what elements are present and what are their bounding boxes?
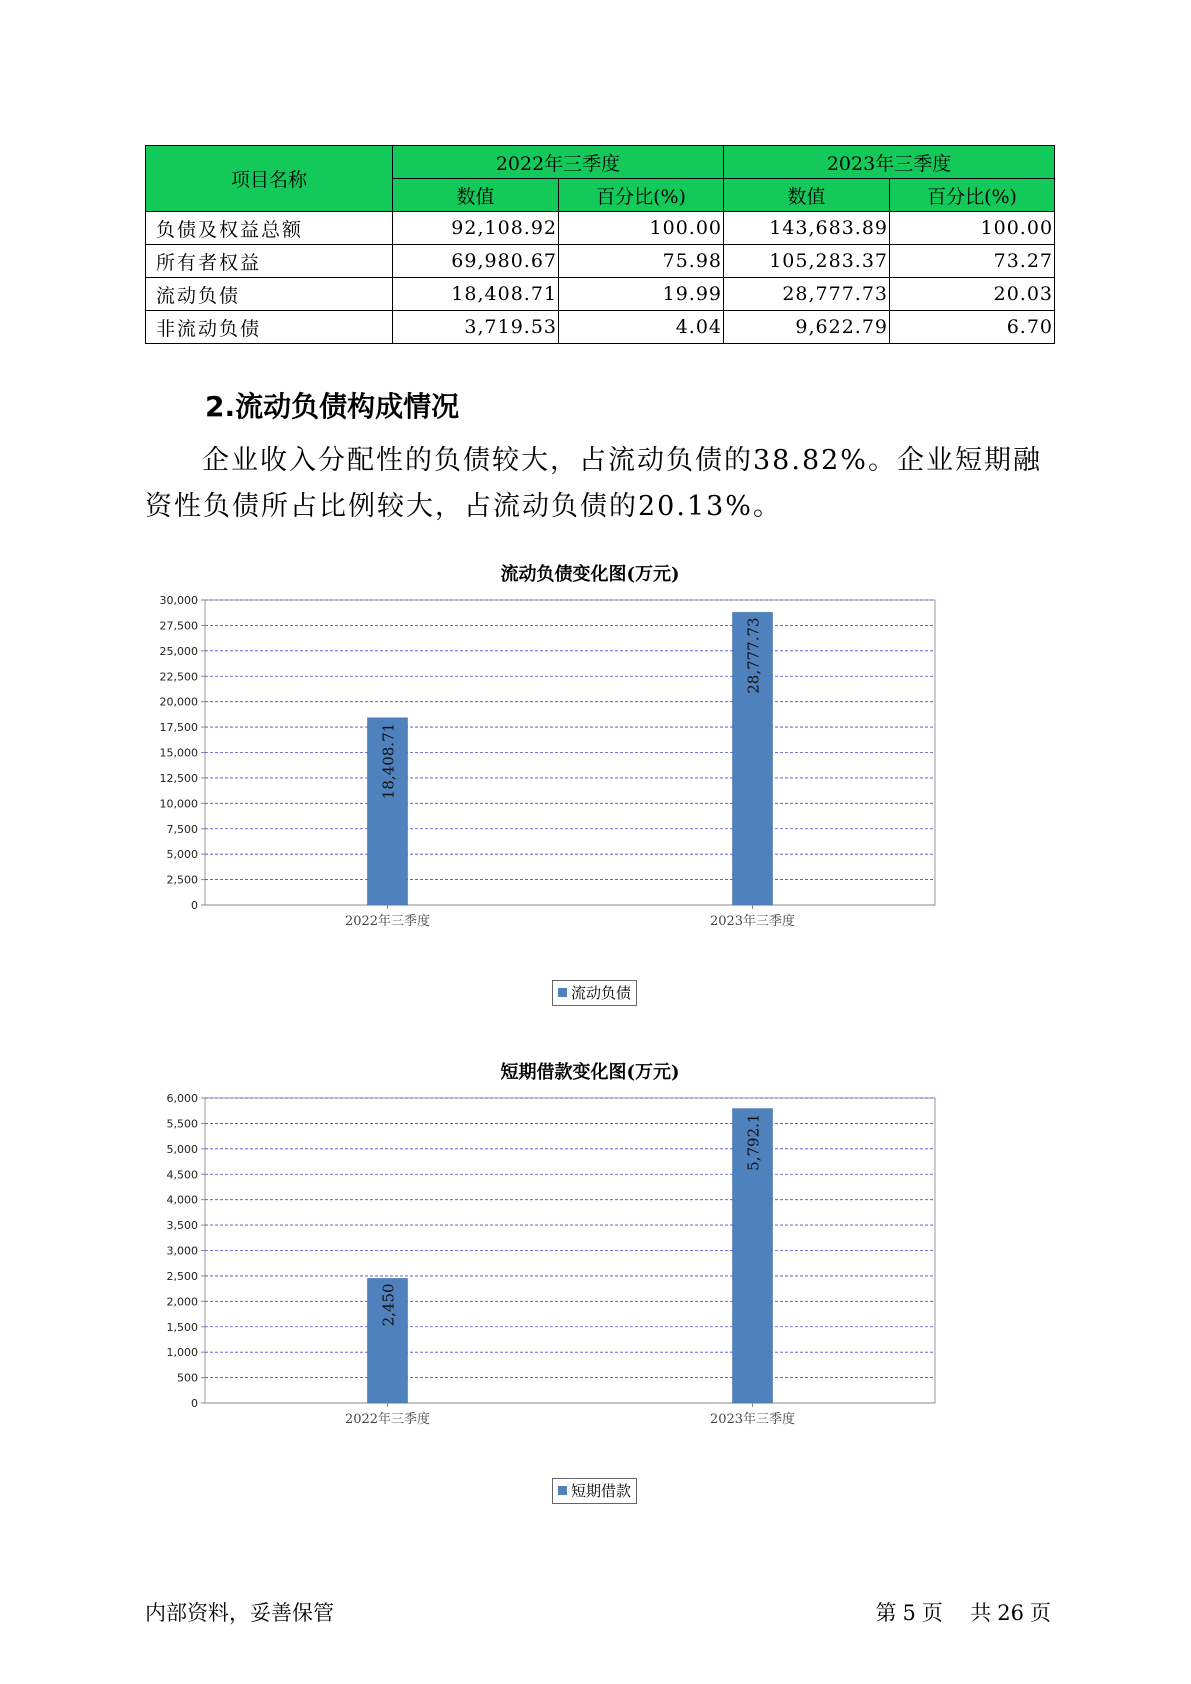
table-row (146, 245, 1055, 278)
value-2022: 18,408.71 (393, 278, 559, 311)
total-pages: 26 (997, 1601, 1024, 1625)
y-tick-label: 0 (191, 899, 198, 912)
current-liabilities-chart (150, 560, 1030, 1010)
y-tick-label: 2,000 (166, 1295, 198, 1309)
y-tick-label: 5,500 (166, 1117, 198, 1131)
chart-plot (150, 595, 1030, 990)
y-tick-label: 2,500 (166, 873, 198, 887)
section-paragraph: 企业收入分配性的负债较大，占流动负债的38.82%。企业短期融资性负债所占比例较大，占流动负债的20.13%。 (145, 445, 1042, 522)
y-tick-label: 10,000 (159, 797, 198, 811)
table-row (146, 212, 1055, 245)
bar-data-label: 28,777.73 (744, 617, 763, 694)
y-tick-label: 22,500 (159, 670, 198, 684)
footer-confidential-note: 内部资料，妥善保管 (145, 1601, 334, 1625)
table-row (146, 311, 1055, 344)
y-tick-label: 1,000 (166, 1346, 198, 1360)
y-tick-label: 20,000 (159, 695, 198, 709)
header-percent-2023: 百分比(%) (890, 179, 1055, 212)
y-tick-label: 12,500 (159, 771, 198, 785)
value-2023: 105,283.37 (724, 245, 890, 278)
x-tick-label: 2023年三季度 (709, 914, 796, 929)
section-heading: 2.流动负债构成情况 (205, 390, 460, 423)
value-2022: 3,719.53 (393, 311, 559, 344)
bar-data-label: 2,450 (379, 1283, 398, 1327)
percent-2023: 73.27 (890, 245, 1055, 278)
footer-page-info (873, 1597, 1054, 1627)
chart-legend (552, 980, 637, 1006)
y-tick-label: 3,000 (166, 1244, 198, 1258)
chart-title: 短期借款变化图(万元) (500, 1062, 680, 1083)
percent-2023: 20.03 (890, 278, 1055, 311)
y-tick-label: 500 (177, 1371, 198, 1385)
legend-swatch (558, 988, 567, 997)
header-period-2023: 2023年三季度 (724, 146, 1055, 179)
bar-data-label: 5,792.1 (744, 1113, 763, 1171)
short-term-borrowings-chart (150, 1058, 1030, 1508)
chart-title: 流动负债变化图(万元) (500, 564, 680, 585)
y-tick-label: 5,000 (166, 848, 198, 862)
legend-swatch (558, 1486, 567, 1495)
percent-2023: 6.70 (890, 311, 1055, 344)
percent-2022: 75.98 (559, 245, 724, 278)
total-word: 页 (1030, 1601, 1051, 1625)
page-number: 5 (902, 1601, 916, 1625)
chart-legend (552, 1478, 637, 1504)
page-prefix: 第 (875, 1601, 897, 1625)
balance-structure-table (145, 145, 1055, 344)
y-tick-label: 3,500 (166, 1219, 198, 1233)
legend-label: 短期借款 (571, 1482, 632, 1500)
row-name: 流动负债 (146, 278, 393, 311)
y-tick-label: 7,500 (166, 822, 198, 836)
y-tick-label: 30,000 (159, 594, 198, 607)
percent-2023: 100.00 (890, 212, 1055, 245)
header-value-2022: 数值 (393, 179, 559, 212)
chart-plot (150, 1093, 1030, 1488)
value-2023: 9,622.79 (724, 311, 890, 344)
y-tick-label: 0 (191, 1397, 198, 1410)
y-tick-label: 27,500 (159, 619, 198, 633)
value-2022: 92,108.92 (393, 212, 559, 245)
y-tick-label: 5,000 (166, 1142, 198, 1156)
percent-2022: 100.00 (559, 212, 724, 245)
total-prefix: 共 (970, 1601, 992, 1625)
value-2023: 28,777.73 (724, 278, 890, 311)
row-name: 非流动负债 (146, 311, 393, 344)
header-item-name: 项目名称 (146, 146, 393, 212)
header-percent-2022: 百分比(%) (559, 179, 724, 212)
row-name: 负债及权益总额 (146, 212, 393, 245)
table-header-row (146, 146, 1055, 179)
page-word: 页 (921, 1601, 943, 1625)
percent-2022: 4.04 (559, 311, 724, 344)
y-tick-label: 2,500 (166, 1269, 198, 1283)
x-tick-label: 2023年三季度 (709, 1412, 796, 1427)
header-value-2023: 数值 (724, 179, 890, 212)
y-tick-label: 4,500 (166, 1168, 198, 1182)
table-row (146, 278, 1055, 311)
percent-2022: 19.99 (559, 278, 724, 311)
value-2022: 69,980.67 (393, 245, 559, 278)
y-tick-label: 6,000 (166, 1092, 198, 1105)
x-tick-label: 2022年三季度 (344, 914, 431, 929)
y-tick-label: 4,000 (166, 1193, 198, 1207)
y-tick-label: 1,500 (166, 1320, 198, 1334)
header-period-2022: 2022年三季度 (393, 146, 724, 179)
x-tick-label: 2022年三季度 (344, 1412, 431, 1427)
y-tick-label: 15,000 (159, 746, 198, 760)
legend-label: 流动负债 (571, 984, 632, 1002)
row-name: 所有者权益 (146, 245, 393, 278)
bar-data-label: 18,408.71 (379, 722, 398, 800)
y-tick-label: 17,500 (159, 721, 198, 735)
y-tick-label: 25,000 (159, 644, 198, 658)
value-2023: 143,683.89 (724, 212, 890, 245)
